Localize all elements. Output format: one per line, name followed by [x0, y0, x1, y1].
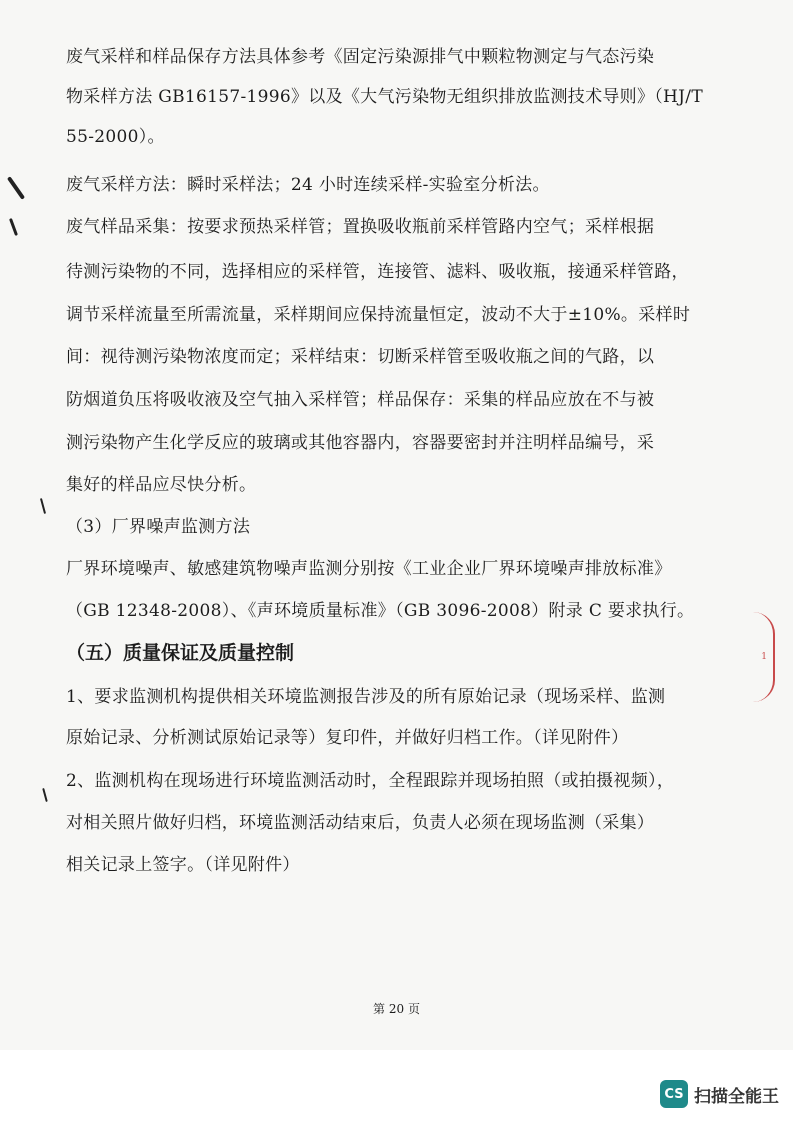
camscanner-logo-icon: CS [660, 1080, 688, 1108]
scan-mark [42, 788, 48, 802]
stamp-mark: 1 [761, 652, 767, 662]
scan-mark [40, 498, 46, 514]
paragraph-line: 测污染物产生化学反应的玻璃或其他容器内，容器要密封并注明样品编号，采 [66, 433, 655, 453]
subsection-title: （3）厂界噪声监测方法 [66, 517, 251, 537]
scan-mark [7, 176, 25, 200]
paragraph-line: 间：视待测污染物浓度而定；采样结束：切断采样管至吸收瓶之间的气路，以 [66, 347, 655, 367]
watermark-label: 扫描全能王 [694, 1086, 779, 1107]
paragraph-line: 厂界环境噪声、敏感建筑物噪声监测分别按《工业企业厂界环境噪声排放标准》 [66, 559, 672, 579]
paragraph-line: 废气采样和样品保存方法具体参考《固定污染源排气中颗粒物测定与气态污染 [66, 47, 655, 67]
paragraph-line: 废气采样方法：瞬时采样法；24 小时连续采样-实验室分析法。 [66, 175, 550, 195]
paragraph-line: 相关记录上签字。（详见附件） [66, 855, 300, 875]
paragraph-line: 防烟道负压将吸收液及空气抽入采样管；样品保存：采集的样品应放在不与被 [66, 390, 655, 410]
paragraph-line: 物采样方法 GB16157-1996》以及《大气污染物无组织排放监测技术导则》（HJ/T [66, 87, 703, 107]
page-number: 第 20 页 [373, 1002, 420, 1016]
scanner-watermark [660, 1080, 779, 1108]
section-heading: （五）质量保证及质量控制 [66, 642, 295, 664]
paragraph-line: 原始记录、分析测试原始记录等）复印件，并做好归档工作。（详见附件） [66, 728, 629, 748]
paragraph-line: 2、监测机构在现场进行环境监测活动时，全程跟踪并现场拍照（或拍摄视频）， [66, 771, 675, 791]
paragraph-line: 调节采样流量至所需流量，采样期间应保持流量恒定，波动不大于±10%。采样时 [66, 305, 691, 325]
paragraph-line: （GB 12348-2008）、《声环境质量标准》（GB 3096-2008）附录 C 要求执行。 [66, 601, 695, 621]
paragraph-line: 待测污染物的不同，选择相应的采样管，连接管、滤料、吸收瓶，接通采样管路， [66, 262, 689, 282]
paragraph-line: 对相关照片做好归档，环境监测活动结束后，负责人必须在现场监测（采集） [66, 813, 655, 833]
paragraph-line: 55-2000）。 [66, 127, 165, 147]
paragraph-line: 1、要求监测机构提供相关环境监测报告涉及的所有原始记录（现场采样、监测 [66, 687, 666, 707]
paragraph-line: 集好的样品应尽快分析。 [66, 475, 257, 495]
paragraph-line: 废气样品采集：按要求预热采样管；置换吸收瓶前采样管路内空气；采样根据 [66, 217, 655, 237]
scan-mark [9, 218, 18, 236]
